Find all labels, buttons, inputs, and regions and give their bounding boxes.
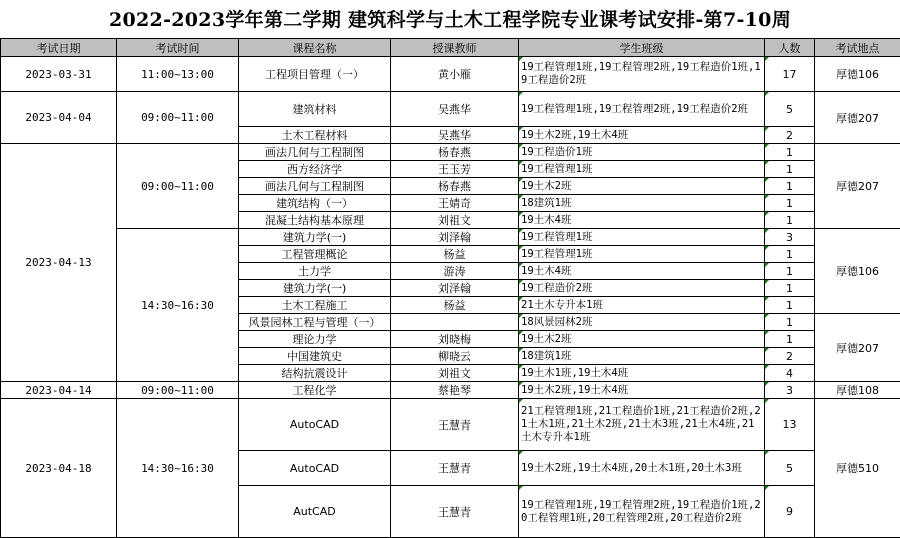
course-name-cell: AutCAD — [239, 486, 391, 538]
table-row — [1, 229, 900, 246]
count-cell: 1 — [765, 144, 815, 161]
teacher-cell: 王慧青 — [391, 399, 519, 451]
count-cell: 1 — [765, 161, 815, 178]
header-count: 人数 — [765, 39, 815, 57]
course-name-cell: 西方经济学 — [239, 161, 391, 178]
course-name-cell: 理论力学 — [239, 331, 391, 348]
count-cell: 1 — [765, 263, 815, 280]
table-row — [1, 382, 900, 399]
teacher-cell: 黄小雁 — [391, 57, 519, 92]
teacher-cell: 王婧奇 — [391, 195, 519, 212]
student-class-cell: 19土木2班 — [519, 178, 765, 195]
student-class-cell: 18风景园林2班 — [519, 314, 765, 331]
teacher-cell: 刘泽翰 — [391, 229, 519, 246]
count-cell: 1 — [765, 195, 815, 212]
location-cell: 厚德106 — [815, 57, 900, 92]
teacher-cell: 杨益 — [391, 297, 519, 314]
exam-date-cell: 2023-04-18 — [1, 399, 117, 538]
count-cell: 1 — [765, 246, 815, 263]
course-name-cell: 结构抗震设计 — [239, 365, 391, 382]
count-cell: 2 — [765, 127, 815, 144]
exam-date-cell: 2023-04-04 — [1, 92, 117, 144]
exam-time-cell: 09:00~11:00 — [117, 144, 239, 229]
exam-date-cell: 2023-03-31 — [1, 57, 117, 92]
course-name-cell: 土木工程施工 — [239, 297, 391, 314]
course-name-cell: 建筑力学(一) — [239, 229, 391, 246]
teacher-cell: 杨春燕 — [391, 144, 519, 161]
count-cell: 1 — [765, 331, 815, 348]
student-class-cell: 19工程管理1班,19工程管理2班,19工程造价1班,20工程管理1班,20工程管理2班,20工程造价2班 — [519, 486, 765, 538]
exam-time-cell: 09:00~11:00 — [117, 382, 239, 399]
header-student-class: 学生班级 — [519, 39, 765, 57]
teacher-cell: 刘祖文 — [391, 365, 519, 382]
student-class-cell: 21土木专升本1班 — [519, 297, 765, 314]
teacher-cell: 游涛 — [391, 263, 519, 280]
count-cell: 1 — [765, 212, 815, 229]
student-class-cell: 18建筑1班 — [519, 195, 765, 212]
teacher-cell: 刘晓梅 — [391, 331, 519, 348]
count-cell: 17 — [765, 57, 815, 92]
student-class-cell: 19土木2班,19土木4班 — [519, 127, 765, 144]
location-cell: 厚德207 — [815, 144, 900, 229]
header-teacher: 授课教师 — [391, 39, 519, 57]
teacher-cell: 杨春燕 — [391, 178, 519, 195]
course-name-cell: 建筑力学(一) — [239, 280, 391, 297]
exam-time-cell: 14:30~16:30 — [117, 399, 239, 538]
count-cell: 1 — [765, 280, 815, 297]
table-row — [1, 57, 900, 92]
student-class-cell: 19工程造价2班 — [519, 280, 765, 297]
count-cell: 5 — [765, 92, 815, 127]
count-cell: 1 — [765, 178, 815, 195]
student-class-cell: 19土木2班,19土木4班 — [519, 382, 765, 399]
student-class-cell: 19工程管理1班 — [519, 229, 765, 246]
course-name-cell: 土力学 — [239, 263, 391, 280]
student-class-cell: 18建筑1班 — [519, 348, 765, 365]
exam-time-cell: 09:00~11:00 — [117, 92, 239, 144]
teacher-cell: 王玉芳 — [391, 161, 519, 178]
course-name-cell: 土木工程材料 — [239, 127, 391, 144]
teacher-cell: 刘祖文 — [391, 212, 519, 229]
course-name-cell: 中国建筑史 — [239, 348, 391, 365]
count-cell: 4 — [765, 365, 815, 382]
exam-schedule-table — [0, 38, 900, 538]
count-cell: 1 — [765, 297, 815, 314]
course-name-cell: 混凝土结构基本原理 — [239, 212, 391, 229]
student-class-cell: 19土木4班 — [519, 263, 765, 280]
table-row — [1, 144, 900, 161]
count-cell: 2 — [765, 348, 815, 365]
student-class-cell: 19工程管理1班 — [519, 161, 765, 178]
location-cell: 厚德106 — [815, 229, 900, 314]
header-location: 考试地点 — [815, 39, 900, 57]
count-cell: 13 — [765, 399, 815, 451]
teacher-cell: 王慧青 — [391, 486, 519, 538]
course-name-cell: 建筑结构（一） — [239, 195, 391, 212]
location-cell: 厚德207 — [815, 314, 900, 382]
count-cell: 5 — [765, 451, 815, 486]
exam-date-cell: 2023-04-13 — [1, 144, 117, 382]
exam-time-cell: 14:30~16:30 — [117, 229, 239, 382]
student-class-cell: 19工程管理1班 — [519, 246, 765, 263]
student-class-cell: 21工程管理1班,21工程造价1班,21工程造价2班,21土木1班,21土木2班,21土木3班,21土木4班,21土木专升本1班 — [519, 399, 765, 451]
table-row — [1, 92, 900, 127]
teacher-cell: 杨益 — [391, 246, 519, 263]
teacher-cell: 蔡艳琴 — [391, 382, 519, 399]
student-class-cell: 19工程造价1班 — [519, 144, 765, 161]
exam-date-cell: 2023-04-14 — [1, 382, 117, 399]
student-class-cell: 19土木2班,19土木4班,20土木1班,20土木3班 — [519, 451, 765, 486]
course-name-cell: 工程项目管理（一） — [239, 57, 391, 92]
teacher-cell: 吴燕华 — [391, 127, 519, 144]
header-row — [1, 39, 900, 57]
teacher-cell: 柳晓云 — [391, 348, 519, 365]
count-cell: 9 — [765, 486, 815, 538]
header-course-name: 课程名称 — [239, 39, 391, 57]
course-name-cell: 风景园林工程与管理（一） — [239, 314, 391, 331]
course-name-cell: 画法几何与工程制图 — [239, 144, 391, 161]
exam-time-cell: 11:00~13:00 — [117, 57, 239, 92]
teacher-cell: 刘泽翰 — [391, 280, 519, 297]
teacher-cell: 王慧青 — [391, 451, 519, 486]
course-name-cell: 画法几何与工程制图 — [239, 178, 391, 195]
course-name-cell: AutoCAD — [239, 451, 391, 486]
location-cell: 厚德207 — [815, 92, 900, 144]
student-class-cell: 19土木2班 — [519, 331, 765, 348]
course-name-cell: 工程管理概论 — [239, 246, 391, 263]
count-cell: 1 — [765, 314, 815, 331]
course-name-cell: 工程化学 — [239, 382, 391, 399]
student-class-cell: 19工程管理1班,19工程管理2班,19工程造价2班 — [519, 92, 765, 127]
location-cell: 厚德510 — [815, 399, 900, 538]
table-row — [1, 399, 900, 451]
location-cell: 厚德108 — [815, 382, 900, 399]
student-class-cell: 19工程管理1班,19工程管理2班,19工程造价1班,19工程造价2班 — [519, 57, 765, 92]
course-name-cell: AutoCAD — [239, 399, 391, 451]
student-class-cell: 19土木1班,19土木4班 — [519, 365, 765, 382]
count-cell: 3 — [765, 382, 815, 399]
teacher-cell — [391, 314, 519, 331]
teacher-cell: 吴燕华 — [391, 92, 519, 127]
student-class-cell: 19土木4班 — [519, 212, 765, 229]
schedule-body — [1, 57, 900, 538]
header-exam-time: 考试时间 — [117, 39, 239, 57]
page-title: 2022-2023学年第二学期 建筑科学与土木工程学院专业课考试安排-第7-10周 — [0, 0, 900, 38]
course-name-cell: 建筑材料 — [239, 92, 391, 127]
header-exam-date: 考试日期 — [1, 39, 117, 57]
count-cell: 3 — [765, 229, 815, 246]
